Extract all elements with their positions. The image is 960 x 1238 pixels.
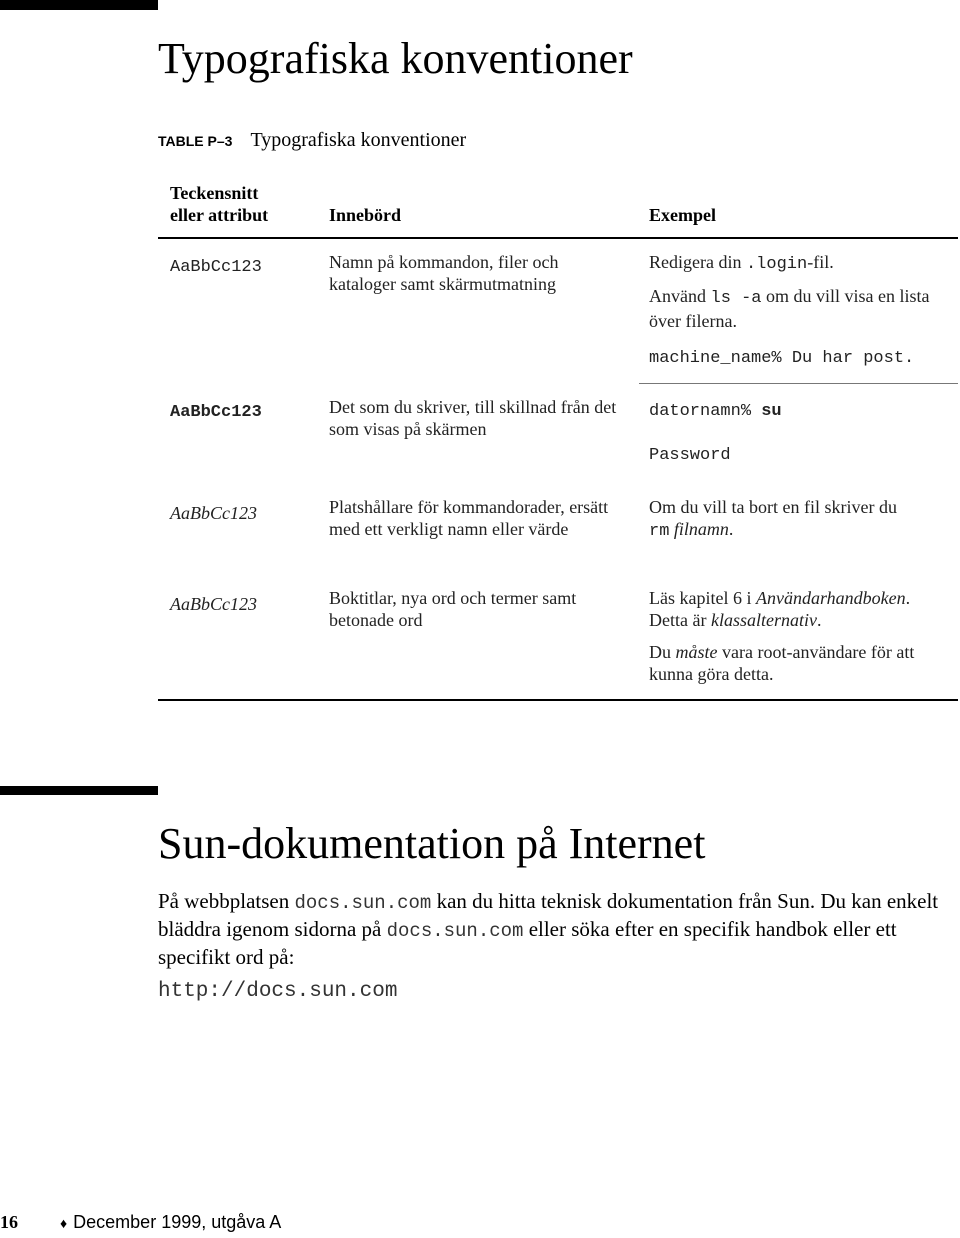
table-bottom-rule bbox=[158, 699, 958, 701]
header-typeface: Teckensnitt eller attribut bbox=[170, 183, 269, 225]
top-rule bbox=[0, 0, 158, 10]
section-heading: Sun-dokumentation på Internet bbox=[158, 819, 706, 868]
row1-meaning: Namn på kommandon, filer och kataloger samt skärmutmatning bbox=[329, 252, 559, 294]
row2-sample: AaBbCc123 bbox=[170, 403, 262, 422]
page-footer bbox=[0, 1212, 281, 1233]
table-title: Typografiska konventioner bbox=[250, 129, 467, 151]
row1-divider bbox=[639, 383, 958, 384]
docs-site-code: docs.sun.com bbox=[294, 892, 432, 914]
header-rule bbox=[158, 237, 958, 239]
section-rule bbox=[0, 786, 158, 795]
row3-example: Om du vill ta bort en fil skriver du rm filnamn. bbox=[649, 497, 897, 541]
page-number: 16 bbox=[0, 1212, 18, 1232]
row4-sample: AaBbCc123 bbox=[170, 594, 257, 614]
row4-example: Läs kapitel 6 i Användarhandboken. Detta är klassalternativ. Du måste vara root-användare för att kunna göra detta. bbox=[649, 588, 915, 684]
table-label: TABLE P–3 bbox=[158, 133, 233, 149]
row3-meaning: Platshållare för kommandorader, ersätt med ett verkligt namn eller värde bbox=[329, 497, 609, 539]
row1-example: Redigera din .login-fil. Använd ls -a om du vill visa en lista över filerna. machine_name% Du har post. bbox=[649, 252, 930, 368]
header-meaning: Innebörd bbox=[329, 205, 402, 225]
header-example: Exempel bbox=[649, 205, 716, 225]
page-heading: Typografiska konventioner bbox=[158, 34, 633, 83]
docs-url[interactable]: http://docs.sun.com bbox=[158, 980, 398, 1003]
footer-date: December 1999, utgåva A bbox=[73, 1212, 282, 1232]
row4-meaning: Boktitlar, nya ord och termer samt betonade ord bbox=[329, 588, 577, 630]
row3-sample: AaBbCc123 bbox=[170, 503, 257, 523]
row2-example: datornamn% su Password bbox=[649, 402, 782, 465]
table-caption bbox=[158, 129, 466, 152]
row1-sample: AaBbCc123 bbox=[170, 258, 262, 277]
row2-meaning: Det som du skriver, till skillnad från det som visas på skärmen bbox=[329, 397, 617, 439]
diamond-icon: ♦ bbox=[60, 1217, 68, 1232]
docs-site-code-2: docs.sun.com bbox=[386, 920, 524, 942]
section-paragraph: På webbplatsen docs.sun.com kan du hitta teknisk dokumentation från Sun. Du kan enkelt bläddra igenom sidorna på docs.sun.com eller söka efter en specifik handbok eller ett specifikt ord på: bbox=[158, 889, 939, 969]
